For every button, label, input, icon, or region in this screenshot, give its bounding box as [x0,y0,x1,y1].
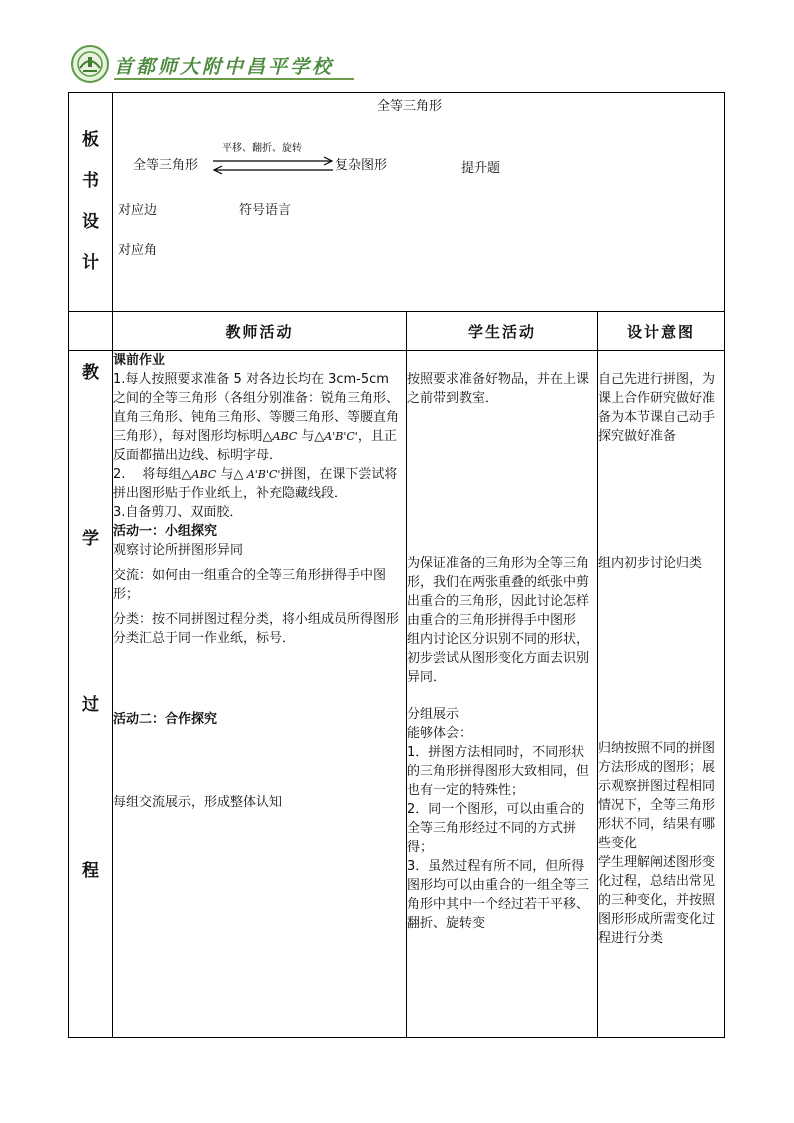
side-char: 设 [82,212,99,232]
corresponding-angle: 对应角 [118,243,158,258]
student-cut-triangles: 为保证准备的三角形为全等三角形，我们在两张重叠的纸张中剪出重合的三角形，因此讨论怎样由重合的三角形拼得手中图形 [407,556,590,628]
process-row [69,351,725,1038]
text: 拼图，在课下尝试将拼出图形贴于作业纸上，补充隐藏线段． [113,467,398,501]
side-char: 过 [82,695,99,715]
activity-1-classify: 分类：按不同拼图过程分类，将小组成员所得图形分类汇总于同一作业纸，标号． [113,612,400,646]
text: 与△ [216,467,244,482]
math-abc: ABC [191,468,217,481]
math-abc: ABC [272,430,298,443]
prep-item-2 [113,465,406,503]
text: 与△ [297,429,325,444]
student-activity-cell [407,351,598,1038]
student-prep: 按照要求准备好物品，并在上课之前带到教室． [407,372,590,406]
school-name: 首都师大附中昌平学校 [114,56,335,78]
left-term: 全等三角形 [133,158,199,173]
activity-1-exchange: 交流：如何由一组重合的全等三角形拼得手中图形； [113,568,387,602]
side-char: 书 [82,171,99,191]
transform-label: 平移、翻折、旋转 [222,143,302,154]
student-discuss: 组内讨论区分识别不同的形状，初步尝试从图形变化方面去识别异同． [407,632,590,685]
right-term: 复杂图形 [335,158,388,173]
side-char: 学 [82,529,99,549]
text: 2. 将每组△ [113,467,192,482]
symbol-language: 符号语言 [239,203,292,218]
lift-problem: 提升题 [461,161,501,176]
teacher-activity-cell [113,351,407,1038]
student-activity-header: 学生活动 [407,312,598,351]
prep-title: 课前作业 [113,353,166,368]
math-abc-prime: A'B'C' [243,468,281,481]
math-abc-prime: A'B'C' [324,430,358,443]
activity-1-title: 活动一：小组探究 [113,524,218,539]
activity-2-title: 活动二：合作探究 [113,712,218,727]
intent-group-classify: 组内初步讨论归类 [598,556,703,571]
student-realize: 能够体会： [407,726,473,741]
side-char: 程 [82,861,99,881]
board-design-row [69,93,725,312]
activity-2-show: 每组交流展示，形成整体认知 [113,795,283,810]
corresponding-side: 对应边 [118,203,158,218]
header-rule [114,78,354,80]
side-char: 教 [82,363,99,383]
prep-item-1 [113,370,406,465]
intent-self-prep: 自己先进行拼图，为课上合作研究做好准备为本节课自己动手探究做好准备 [598,372,716,444]
design-intent-header: 设计意图 [598,312,725,351]
student-point-3: 3．虽然过程有所不同，但所得图形均可以由重合的一组全等三角形中其中一个经过若干平移、翻折、旋转变 [407,859,590,931]
student-group-show: 分组展示 [407,707,460,722]
text: ，且正反面都描出边线、标明字母． [113,429,397,463]
intent-understand: 学生理解阐述图形变化过程，总结出常见的三种变化，并按照图形形成所需变化过程进行分类 [598,855,716,946]
board-side-label [69,93,113,312]
student-point-2: 2．同一个图形，可以由重合的全等三角形经过不同的方式拼得； [407,802,585,855]
column-header-row [69,312,725,351]
student-point-1: 1．拼图方法相同时，不同形状的三角形拼得图形大致相同，但也有一定的特殊性； [407,745,590,798]
activity-1-observe: 观察讨论所拼图形异同 [113,543,244,558]
text: 1.每人按照要求准备 5 对各边长均在 3cm-5cm 之间的全等三角形（各组分别准备：锐角三角形、直角三角形、钝角三角形、等腰三角形、等腰直角三角形），每对图形均标明△ [113,372,400,444]
board-content [113,93,725,312]
double-arrow-icon [211,155,335,177]
side-char: 板 [82,130,99,150]
lesson-plan-table [68,92,725,1038]
side-char: 计 [82,253,99,273]
header-blank [69,312,113,351]
intent-summarize: 归纳按照不同的拼图方法形成的图形；展示观察拼图过程相同情况下，全等三角形形状不同，结果有哪些变化 [598,741,716,851]
design-intent-cell [598,351,725,1038]
school-logo [70,44,335,84]
teacher-activity-header: 教师活动 [113,312,407,351]
school-emblem-icon [70,44,110,84]
process-side-label [69,351,113,1038]
board-title: 全等三角形 [377,99,443,114]
prep-item-3: 3.自备剪刀、双面胶． [113,505,243,520]
